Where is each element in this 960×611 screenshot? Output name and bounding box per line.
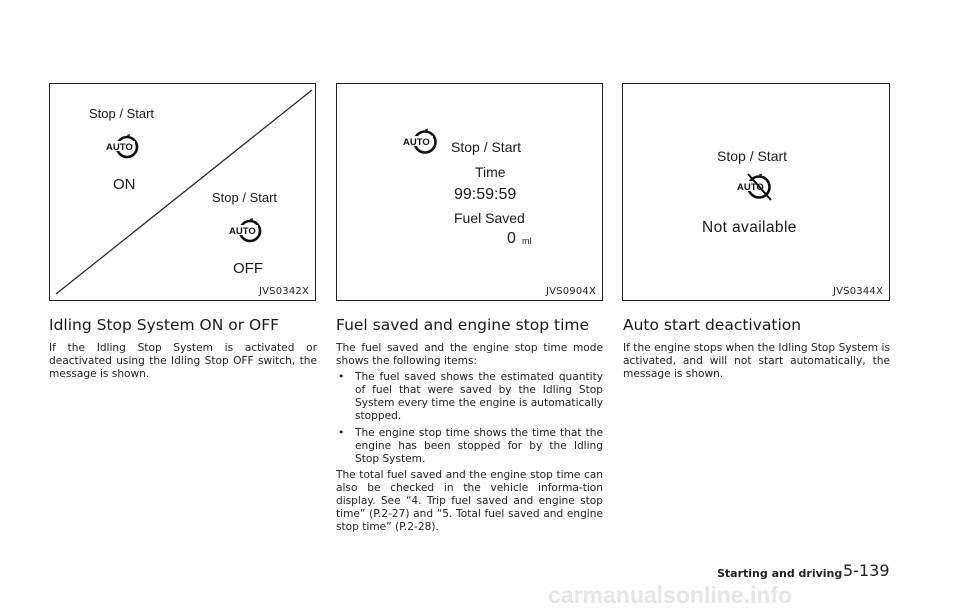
list-item <box>336 371 603 423</box>
time-label: Time <box>475 164 506 180</box>
bullet-icon: • <box>338 371 345 384</box>
auto-stop-start-icon <box>104 134 144 160</box>
section-body-auto-start <box>623 342 890 384</box>
fuel-saved-unit: ml <box>522 236 532 246</box>
fuel-saved-value: 0 <box>507 230 516 247</box>
auto-stop-start-crossed-icon <box>734 172 776 202</box>
section-body-fuel-saved <box>336 342 603 537</box>
figure-code: JVS0342X <box>258 286 309 297</box>
paragraph-outro: The total fuel saved and the engine stop time can also be checked in the vehicle informa-tion display. See “4. Trip fuel saved and engine stop time” (P.2-27) and “5. Total fuel saved and engine stop time” (P.2-28). <box>336 468 603 534</box>
svg-text:AUTO: AUTO <box>737 182 764 193</box>
fuel-saved-label: Fuel Saved <box>454 210 525 226</box>
section-title-idling-stop: Idling Stop System ON or OFF <box>49 316 280 334</box>
page-number: 5-139 <box>843 561 890 580</box>
auto-stop-start-icon <box>401 128 441 156</box>
svg-text:AUTO: AUTO <box>229 226 256 237</box>
off-panel-title: Stop / Start <box>212 190 278 205</box>
figure-idling-stop-on-off <box>49 83 316 301</box>
off-state-label: OFF <box>233 260 263 277</box>
stop-start-title: Stop / Start <box>451 139 522 155</box>
paragraph-intro: The fuel saved and the engine stop time mode shows the following items: <box>336 342 603 368</box>
time-value: 99:59:59 <box>454 186 517 203</box>
watermark: carmanualsonline.info <box>548 582 793 608</box>
figure-code: JVS0904X <box>545 286 596 297</box>
footer-section-name: Starting and driving <box>717 567 843 580</box>
list-item-text: The engine stop time shows the time that the engine has been stopped for by the Idling Stop System. <box>355 426 603 465</box>
bullet-icon: • <box>338 426 345 439</box>
auto-stop-start-icon <box>227 218 267 244</box>
figure-code: JVS0344X <box>832 286 883 297</box>
stop-start-title: Stop / Start <box>717 148 788 164</box>
figure-fuel-saved-time <box>336 83 603 301</box>
paragraph: If the engine stops when the Idling Stop System is activated, and will not start automatically, the message is shown. <box>623 342 890 381</box>
figure-auto-start-deactivation <box>622 83 890 301</box>
not-available-status: Not available <box>702 219 797 236</box>
paragraph: If the Idling Stop System is activated or deactivated using the Idling Stop OFF switch, the message is shown. <box>49 342 317 381</box>
svg-text:AUTO: AUTO <box>106 142 133 153</box>
list-item-text: The fuel saved shows the estimated quantity of fuel that were saved by the Idling Stop System every time the engine is automatically stopped. <box>355 371 603 423</box>
section-title-fuel-saved: Fuel saved and engine stop time <box>336 316 590 334</box>
section-title-auto-start: Auto start deactivation <box>623 316 802 334</box>
svg-text:AUTO: AUTO <box>403 137 430 148</box>
on-panel-title: Stop / Start <box>89 106 155 121</box>
on-state-label: ON <box>113 176 136 193</box>
section-body-idling-stop <box>49 342 317 384</box>
list-item <box>336 427 603 466</box>
